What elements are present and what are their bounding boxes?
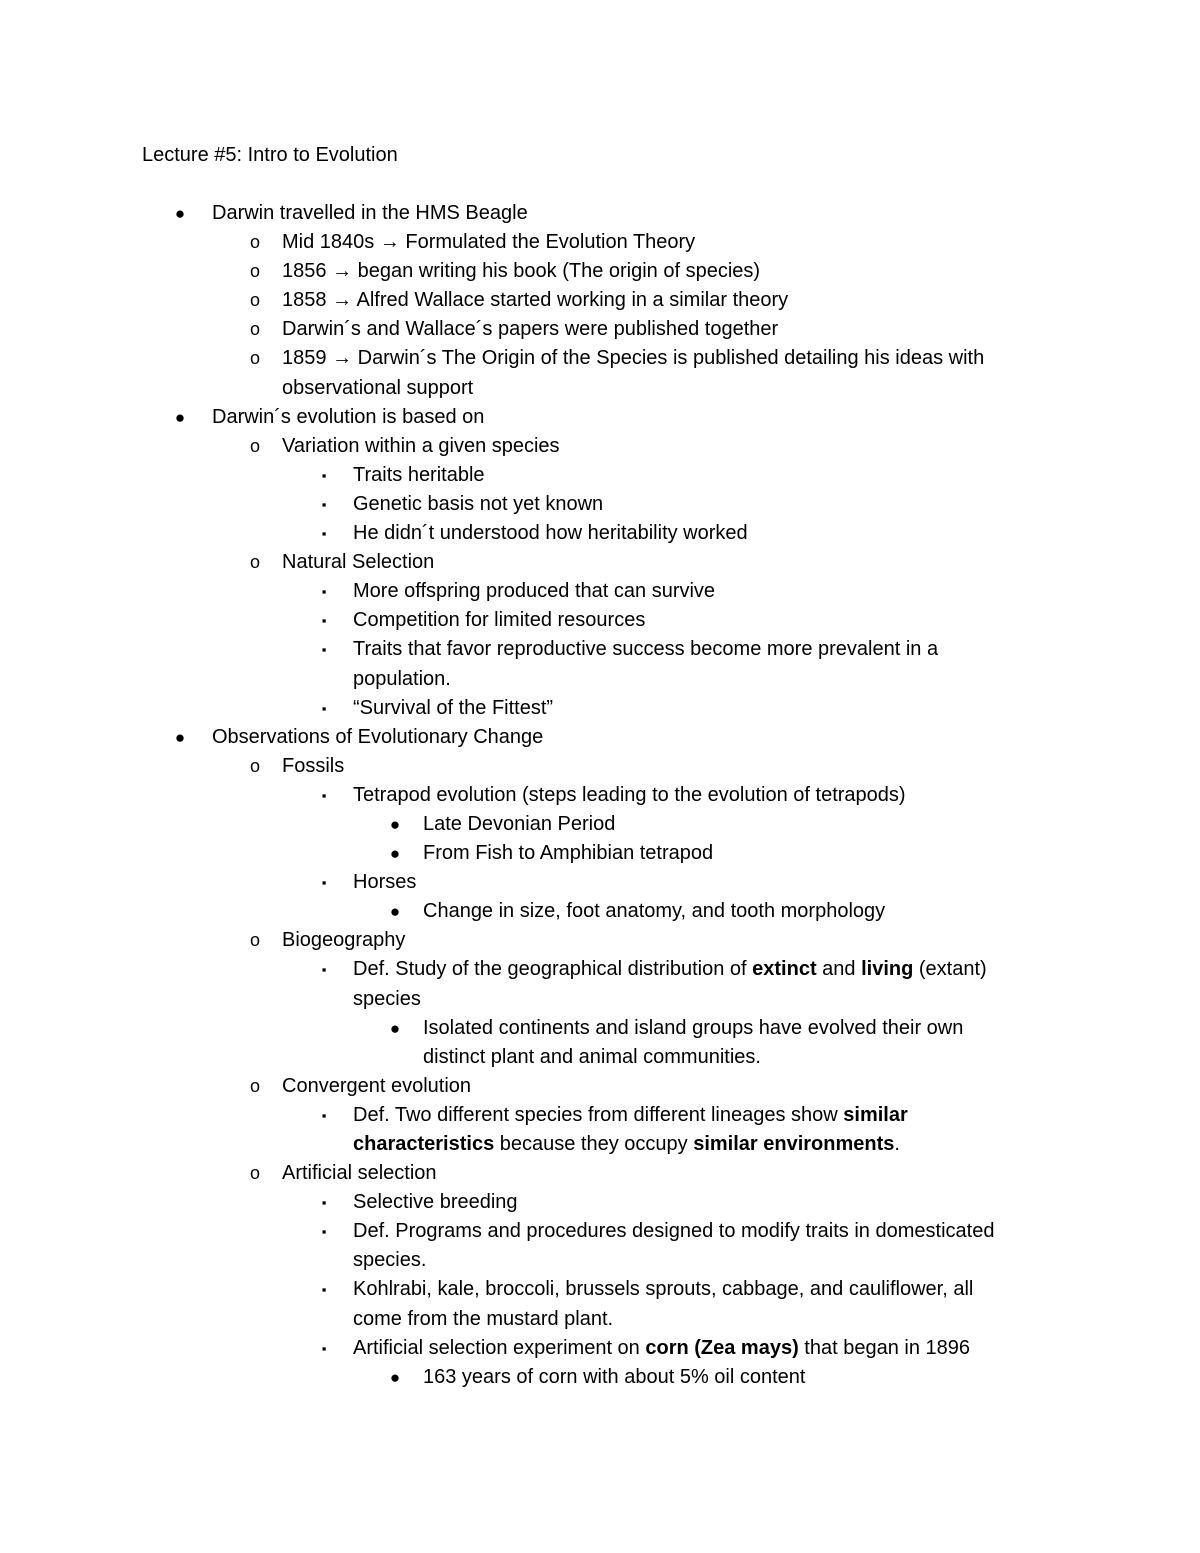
list-item-text [282,432,560,461]
list-item-text [353,1305,613,1334]
list-item [0,1014,1200,1043]
text-segment: Darwin travelled in the HMS Beagle [212,202,528,224]
list-item-text [423,1043,761,1072]
list-item-text [353,665,451,694]
text-segment: Def. Study of the geographical distribution of [353,958,753,981]
text-segment: Darwin´s The Origin of the Species is published detailing his ideas with [352,347,985,370]
bullet-marker-icon: ▪ [321,1107,327,1123]
list-item-text [423,897,885,926]
list-item-continuation [0,1130,1200,1159]
text-segment: Formulated the Evolution Theory [399,231,696,254]
list-item-text [353,955,987,984]
list-item [0,577,1200,606]
list-item [0,635,1200,664]
list-item-text [353,1334,970,1363]
list-item-text [282,548,434,577]
text-segment: Traits that favor reproductive success become more prevalent in a [353,638,939,661]
list-item [0,723,1200,752]
bold-text: similar [843,1103,908,1126]
text-segment: species. [353,1249,427,1272]
list-item-text [212,403,484,432]
bullet-marker-icon: ● [174,204,186,223]
bold-text: characteristics [353,1133,495,1155]
list-item [0,1101,1200,1130]
list-item [0,1363,1200,1392]
text-segment: distinct plant and animal communities. [423,1045,761,1068]
list-item-continuation [0,665,1200,694]
text-segment: Natural Selection [282,551,435,574]
text-segment: He didn´t understood how heritability worked [353,522,748,545]
bullet-marker-icon: ▪ [321,526,327,542]
bullet-marker-icon: ● [174,407,186,427]
list-item [0,839,1200,868]
list-item-text [282,1159,437,1188]
list-item-text [353,868,416,897]
text-segment: Selective breeding [353,1191,518,1214]
text-segment: because they occupy [494,1133,694,1155]
list-item [0,1072,1200,1101]
list-item [0,955,1200,984]
list-item [0,1159,1200,1188]
list-item [0,1334,1200,1363]
list-item-text [353,1246,426,1275]
list-item-text [353,635,938,664]
bullet-marker-icon: ▪ [321,584,327,600]
list-item-text [282,752,344,781]
text-segment: “Survival of the Fittest” [353,696,554,719]
list-item [0,519,1200,548]
list-item-text [353,694,553,723]
list-item [0,199,1200,228]
text-segment: Def. Programs and procedures designed to modify traits in domesticated [353,1220,995,1243]
list-item-text [282,286,788,315]
list-item [0,926,1200,955]
list-item [0,403,1200,432]
text-segment: observational support [282,376,474,399]
list-item [0,694,1200,723]
lecture-title: Lecture #5: Intro to Evolution [142,144,398,166]
list-item-continuation [0,374,1200,403]
bullet-marker-icon: ▪ [321,467,327,483]
list-item-text [353,1188,518,1217]
list-item [0,868,1200,897]
list-item-continuation [0,1305,1200,1334]
text-segment: Observations of Evolutionary Change [212,725,544,748]
list-item-text [282,315,778,344]
bullet-marker-icon: ● [389,1018,401,1038]
text-segment: Tetrapod evolution (steps leading to the evolution of tetrapods) [353,783,906,806]
list-item [0,1275,1200,1304]
list-item-text [353,985,421,1014]
list-item-text [212,723,543,752]
bullet-marker-icon: ▪ [321,1340,327,1356]
list-item-text [353,461,485,490]
list-item [0,228,1200,257]
text-segment: Fossils [282,754,345,777]
bullet-marker-icon: ▪ [321,700,327,716]
text-segment: Mid 1840s [282,231,380,254]
text-segment: come from the mustard plant. [353,1307,614,1330]
text-segment: and [816,958,862,981]
bullet-marker-icon: o [249,232,260,253]
text-segment: began writing his book (The origin of species) [352,260,761,283]
bullet-marker-icon: ▪ [321,1224,327,1240]
list-item [0,432,1200,461]
bullet-marker-icon: ● [389,814,401,834]
list-item-text [282,344,984,373]
bullet-marker-icon: ● [174,727,186,747]
text-segment: 1856 [282,260,333,283]
bullet-marker-icon: o [249,930,260,951]
list-item-text [282,1072,471,1101]
text-segment: Convergent evolution [282,1074,472,1097]
bullet-marker-icon: o [249,552,260,573]
bullet-marker-icon: o [249,319,260,340]
list-item [0,781,1200,810]
list-item-text [353,490,603,519]
bold-text: corn (Zea mays) [645,1336,799,1359]
list-item-continuation [0,1043,1200,1072]
list-item [0,286,1200,315]
bullet-marker-icon: ▪ [321,787,327,803]
arrow-icon: → [332,289,353,312]
text-segment: species [353,987,421,1010]
list-item-text [282,257,760,286]
text-segment: Kohlrabi, kale, broccoli, brussels sprouts, cabbage, and cauliflower, all [353,1278,974,1301]
text-segment: Def. Two different species from different lineages show [353,1103,844,1126]
list-item [0,897,1200,926]
list-item [0,752,1200,781]
list-item [0,606,1200,635]
bold-text: living [861,958,914,981]
list-item-text [282,374,473,403]
bullet-marker-icon: ▪ [321,496,327,512]
bullet-marker-icon: ▪ [321,642,327,658]
text-segment: 1858 [282,289,333,312]
arrow-icon: → [332,347,353,370]
bullet-marker-icon: o [249,290,260,311]
text-segment: Horses [353,871,417,894]
list-item-text [353,606,645,635]
list-item-continuation [0,985,1200,1014]
text-segment: population. [353,667,451,690]
list-item [0,810,1200,839]
list-item [0,344,1200,373]
bullet-marker-icon: ▪ [321,613,327,629]
list-item [0,490,1200,519]
text-segment: Biogeography [282,929,406,952]
list-item-text [282,228,695,257]
list-item-text [282,926,405,955]
bullet-marker-icon: o [249,755,260,776]
bold-text: similar environments [693,1133,895,1155]
text-segment: Isolated continents and island groups have evolved their own [423,1016,964,1039]
list-item [0,315,1200,344]
list-item-text [353,1275,973,1304]
list-item [0,1217,1200,1246]
text-segment: Competition for limited resources [353,609,646,632]
text-segment: that began in 1896 [798,1336,971,1359]
list-item-text [353,781,906,810]
bullet-marker-icon: o [249,1163,260,1184]
list-item-text [353,1130,900,1159]
bullet-marker-icon: o [249,261,260,282]
text-segment: . [894,1133,900,1155]
text-segment: Variation within a given species [282,434,560,457]
bullet-marker-icon: ● [389,1367,401,1387]
bold-text: extinct [752,958,817,981]
list-item-text [353,577,715,606]
bullet-marker-icon: o [249,348,260,369]
list-item-continuation [0,1246,1200,1275]
text-segment: 1859 [282,347,333,370]
list-item-text [423,1014,963,1043]
text-segment: (extant) [913,958,987,981]
text-segment: Alfred Wallace started working in a similar theory [352,289,789,312]
text-segment: Artificial selection experiment on [353,1336,646,1359]
text-segment: Traits heritable [353,463,485,486]
text-segment: More offspring produced that can survive [353,580,716,603]
text-segment: 163 years of corn with about 5% oil content [423,1365,806,1388]
text-segment: From Fish to Amphibian tetrapod [423,842,714,865]
bullet-marker-icon: ▪ [321,962,327,978]
list-item [0,461,1200,490]
bullet-marker-icon: ● [389,902,401,922]
bullet-marker-icon: o [249,435,260,456]
arrow-icon: → [379,231,400,254]
list-item-text [423,810,615,839]
bullet-marker-icon: ▪ [321,875,327,891]
text-segment: Darwin´s evolution is based on [212,405,485,428]
text-segment: Late Devonian Period [423,812,616,835]
list-item-text [353,1217,994,1246]
list-item [0,1188,1200,1217]
list-item-text [353,519,748,548]
list-item [0,548,1200,577]
text-segment: Artificial selection [282,1162,437,1185]
list-item-text [423,839,713,868]
list-item-text [423,1363,805,1392]
text-segment: Change in size, foot anatomy, and tooth morphology [423,900,886,923]
text-segment: Darwin´s and Wallace´s papers were published together [282,318,779,341]
bullet-marker-icon: o [249,1075,260,1096]
list-item-text [353,1101,908,1130]
bullet-marker-icon: ▪ [321,1282,327,1298]
list-item [0,257,1200,286]
bullet-marker-icon: ▪ [321,1195,327,1211]
bullet-marker-icon: ● [389,844,401,864]
lecture-outline [0,199,1200,1392]
list-item-text [212,199,528,228]
text-segment: Genetic basis not yet known [353,492,604,515]
arrow-icon: → [332,260,353,283]
